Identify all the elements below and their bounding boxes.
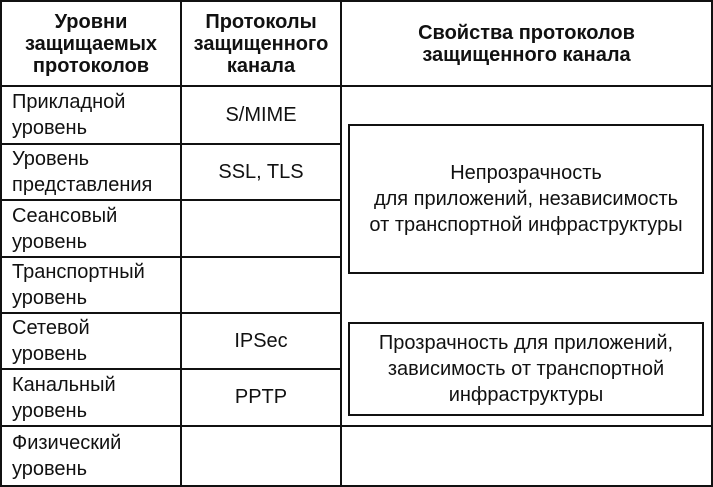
box-line: зависимость от транспортной	[387, 358, 665, 380]
box-line: от транспортной инфраструктуры	[369, 214, 683, 236]
box-line: Прозрачность для приложений,	[378, 332, 674, 354]
protocol-name: SSL, TLS	[218, 160, 304, 183]
header-properties-line: защищенного канала	[422, 43, 631, 66]
header-properties-line: Свойства протоколов	[418, 21, 635, 44]
header-protocols-line: защищенного	[193, 32, 329, 55]
protocol-cell	[182, 370, 340, 425]
level-cell-session	[2, 201, 180, 256]
level-suffix: уровень	[12, 458, 88, 480]
box-line: для приложений, независимость	[373, 188, 679, 210]
level-suffix: уровень	[12, 230, 88, 253]
header-protocols	[182, 2, 340, 85]
level-name: Транспортный	[12, 261, 145, 283]
level-cell-datalink	[2, 370, 180, 425]
header-levels-line: Уровни	[54, 10, 128, 33]
transparent-properties-box	[348, 322, 704, 416]
opaque-properties-box	[348, 124, 704, 274]
level-name: Прикладной	[12, 91, 126, 113]
level-suffix: уровень	[12, 287, 88, 309]
level-cell-application	[2, 87, 180, 143]
level-name: Физический	[12, 432, 122, 454]
level-cell-physical	[2, 427, 180, 485]
level-name: Сетевой	[12, 317, 90, 339]
protocol-name: IPSec	[234, 329, 288, 352]
header-levels-line: протоколов	[32, 54, 150, 77]
level-name: Сеансовый	[12, 204, 118, 227]
protocol-name: S/MIME	[225, 103, 297, 126]
properties-divider	[340, 425, 713, 427]
protocol-name: PPTP	[234, 386, 288, 408]
header-levels	[2, 2, 180, 85]
protocol-cell	[182, 145, 340, 199]
box-line: Непрозрачность	[450, 162, 602, 184]
box-line: инфраструктуры	[448, 384, 604, 406]
level-cell-network	[2, 314, 180, 368]
level-suffix: представления	[12, 174, 153, 196]
header-levels-line: защищаемых	[24, 32, 158, 55]
level-suffix: уровень	[12, 117, 88, 139]
protocol-cell	[182, 314, 340, 368]
header-protocols-line: канала	[226, 54, 296, 77]
level-suffix: уровень	[12, 343, 88, 365]
protocol-cell	[182, 87, 340, 143]
level-name: Канальный	[12, 373, 116, 396]
level-cell-presentation	[2, 145, 180, 199]
level-name: Уровень	[12, 148, 90, 170]
level-cell-transport	[2, 258, 180, 312]
header-protocols-line: Протоколы	[205, 10, 317, 33]
header-properties	[342, 2, 711, 85]
level-suffix: уровень	[12, 399, 88, 422]
